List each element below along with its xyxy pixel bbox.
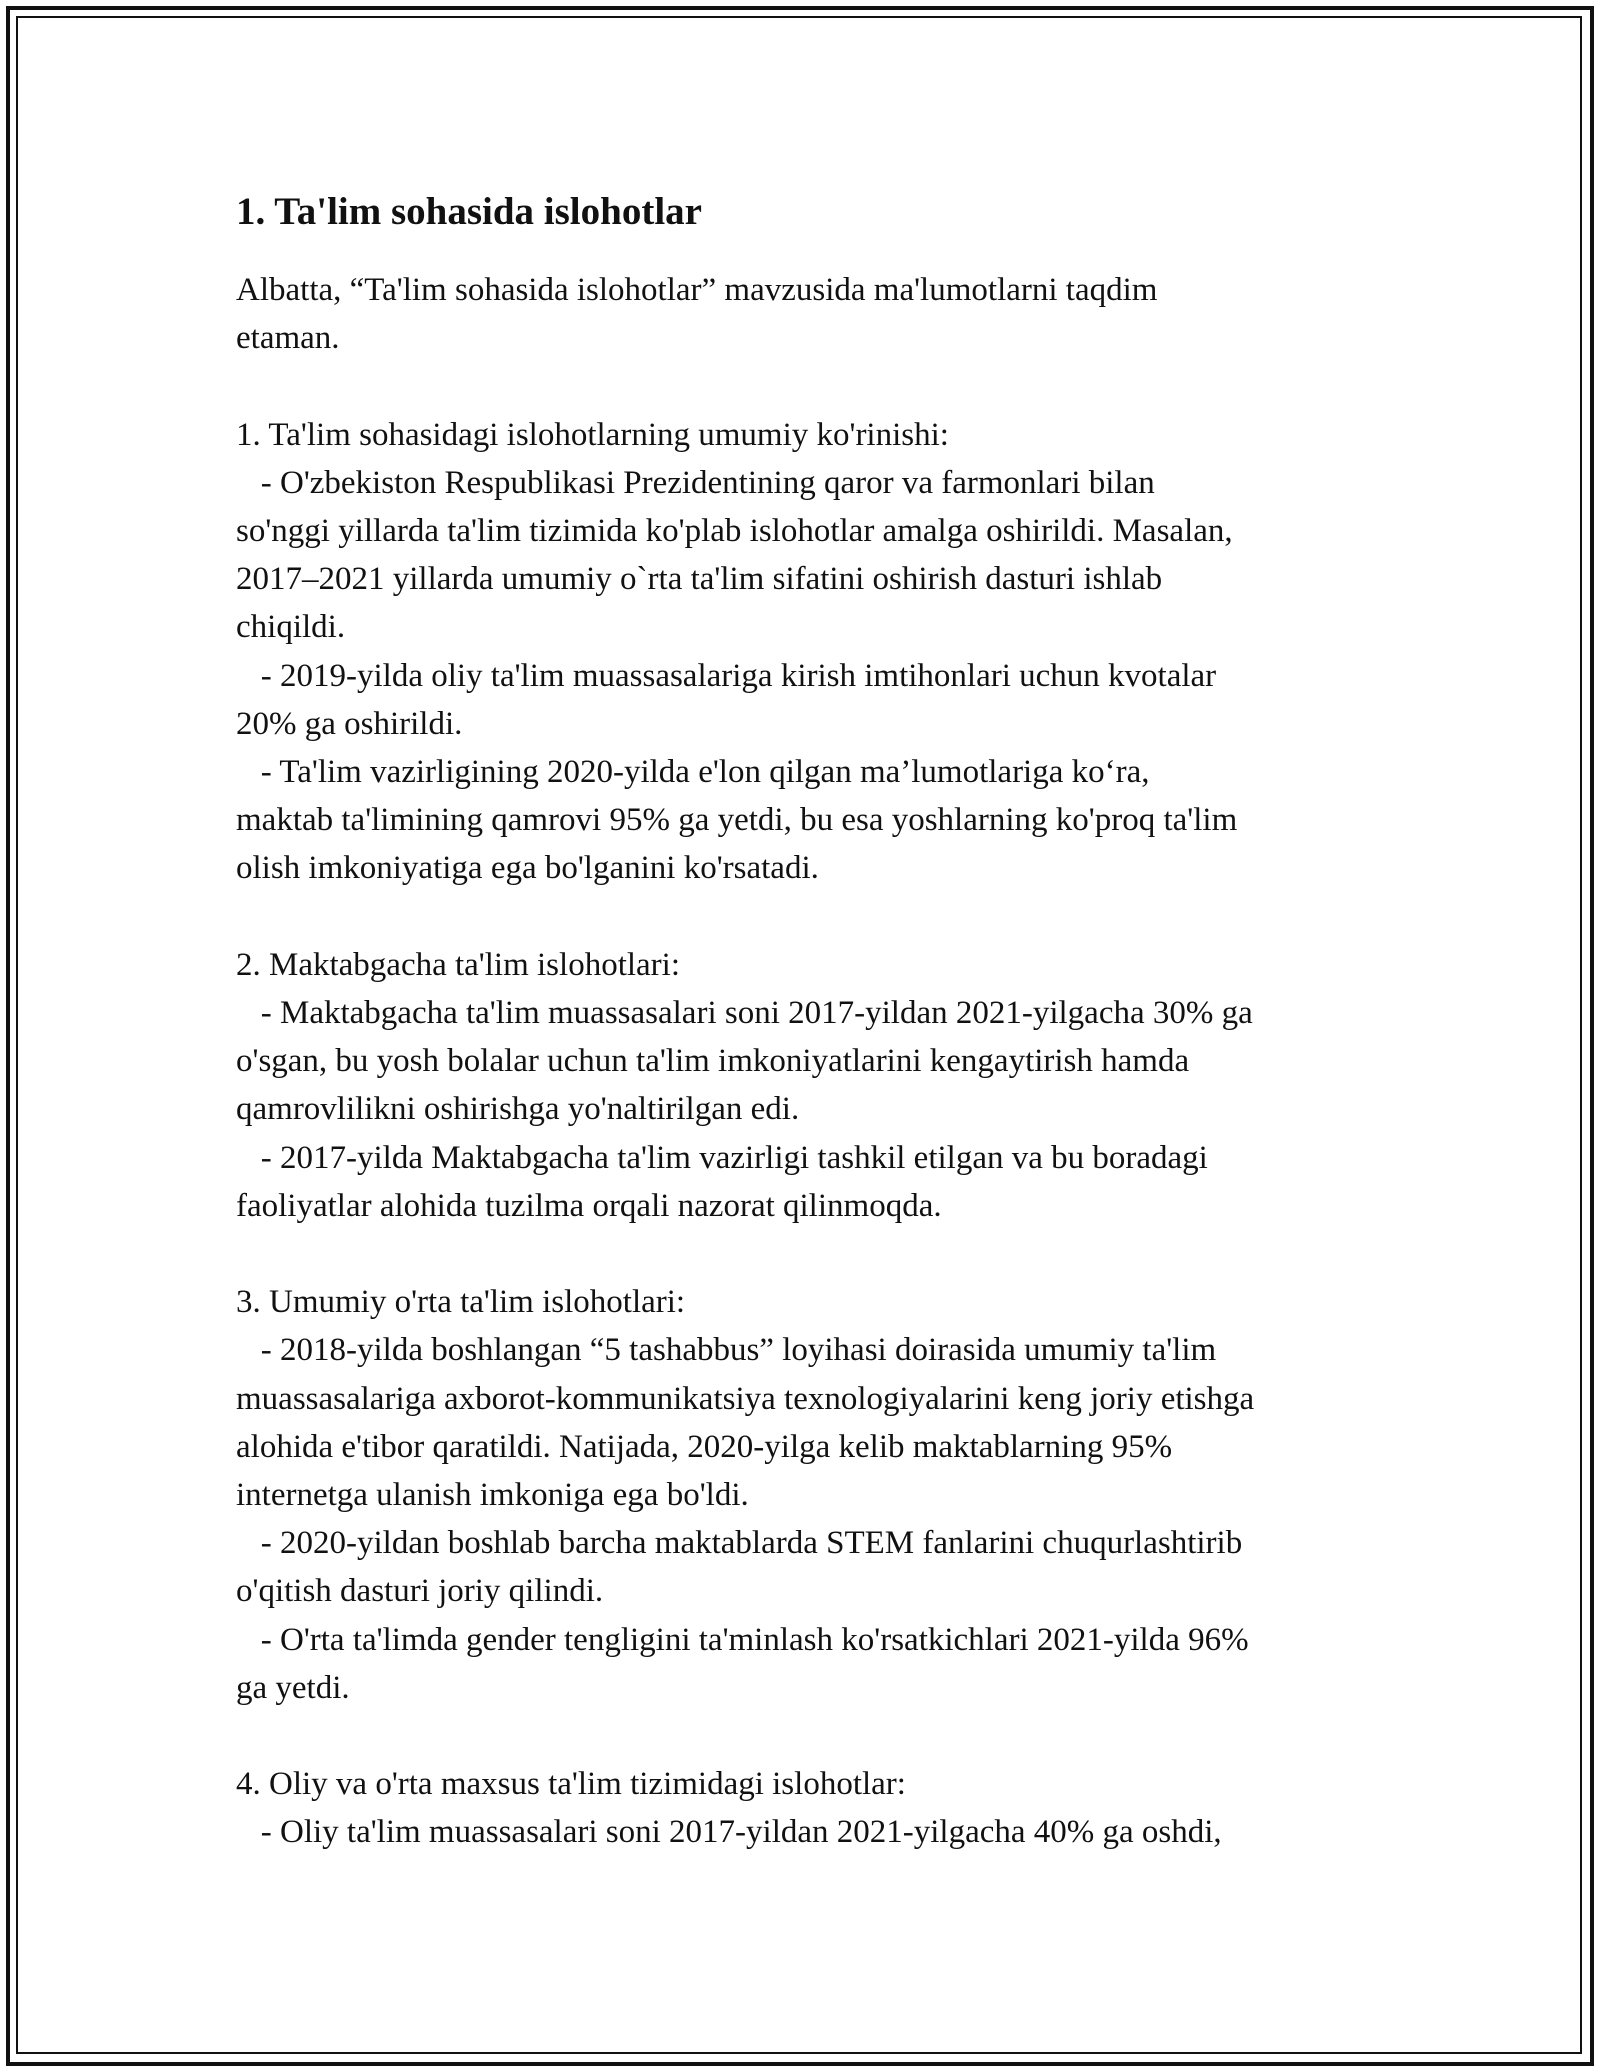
blank-line — [236, 1712, 1386, 1760]
text-line: maktab ta'limining qamrovi 95% ga yetdi, bu esa yoshlarning ko'proq ta'lim — [236, 802, 1238, 839]
document-text — [236, 266, 1386, 1857]
text-line: qamrovlilikni oshirishga yo'naltirilgan edi. — [236, 1091, 800, 1128]
text-line: - 2017-yilda Maktabgacha ta'lim vazirligi tashkil etilgan va bu boradagi — [236, 1139, 1208, 1176]
text-line: - 2019-yilda oliy ta'lim muassasalariga kirish imtihonlari uchun kvotalar — [236, 657, 1217, 694]
text-line: - O'rta ta'limda gender tengligini ta'minlash ko'rsatkichlari 2021-yilda 96% — [236, 1621, 1249, 1658]
text-line: faoliyatlar alohida tuzilma orqali nazorat qilinmoqda. — [236, 1187, 942, 1224]
text-line: 2017–2021 yillarda umumiy o`rta ta'lim sifatini oshirish dasturi ishlab — [236, 561, 1163, 598]
text-line: olish imkoniyatiga ega bo'lganini ko'rsatadi. — [236, 850, 819, 887]
text-line: internetga ulanish imkoniga ega bo'ldi. — [236, 1477, 749, 1514]
text-line: - Maktabgacha ta'lim muassasalari soni 2017-yildan 2021-yilgacha 30% ga — [236, 995, 1253, 1032]
text-line: ga yetdi. — [236, 1669, 350, 1706]
blank-line — [236, 362, 1386, 410]
text-line: - Ta'lim vazirligining 2020-yilda e'lon qilgan ma’lumotlariga ko‘ra, — [236, 754, 1150, 791]
text-line: so'nggi yillarda ta'lim tizimida ko'plab islohotlar amalga oshirildi. Masalan, — [236, 513, 1233, 549]
text-line: - O'zbekiston Respublikasi Prezidentining qaror va farmonlari bilan — [236, 464, 1155, 501]
page-title: 1. Ta'lim sohasida islohotlar — [236, 190, 702, 233]
text-line: etaman. — [236, 320, 340, 357]
section-heading: 2. Maktabgacha ta'lim islohotlari: — [236, 946, 681, 983]
text-line: o'sgan, bu yosh bolalar uchun ta'lim imkoniyatlarini kengaytirish hamda — [236, 1043, 1190, 1080]
text-line: chiqildi. — [236, 609, 346, 646]
blank-line — [236, 893, 1386, 941]
text-line: o'qitish dasturi joriy qilindi. — [236, 1573, 604, 1610]
text-line: - 2020-yildan boshlab barcha maktablarda STEM fanlarini chuqurlashtirib — [236, 1525, 1243, 1562]
text-line: muassasalariga axborot-kommunikatsiya texnologiyalarini keng joriy etishga — [236, 1380, 1255, 1417]
text-line: 20% ga oshirildi. — [236, 705, 463, 742]
text-line: - 2018-yilda boshlangan “5 tashabbus” loyihasi doirasida umumiy ta'lim — [236, 1332, 1217, 1369]
blank-line — [236, 1230, 1386, 1278]
text-line: Albatta, “Ta'lim sohasida islohotlar” mavzusida ma'lumotlarni taqdim — [236, 272, 1158, 308]
text-line: alohida e'tibor qaratildi. Natijada, 2020-yilga kelib maktablarning 95% — [236, 1428, 1173, 1465]
section-heading: 3. Umumiy o'rta ta'lim islohotlari: — [236, 1284, 686, 1321]
section-heading: 4. Oliy va o'rta maxsus ta'lim tizimidagi islohotlar: — [236, 1766, 906, 1803]
text-line: - Oliy ta'lim muassasalari soni 2017-yildan 2021-yilgacha 40% ga oshdi, — [236, 1814, 1222, 1851]
section-heading: 1. Ta'lim sohasidagi islohotlarning umumiy ko'rinishi: — [236, 416, 949, 453]
document-body — [236, 186, 1386, 1857]
